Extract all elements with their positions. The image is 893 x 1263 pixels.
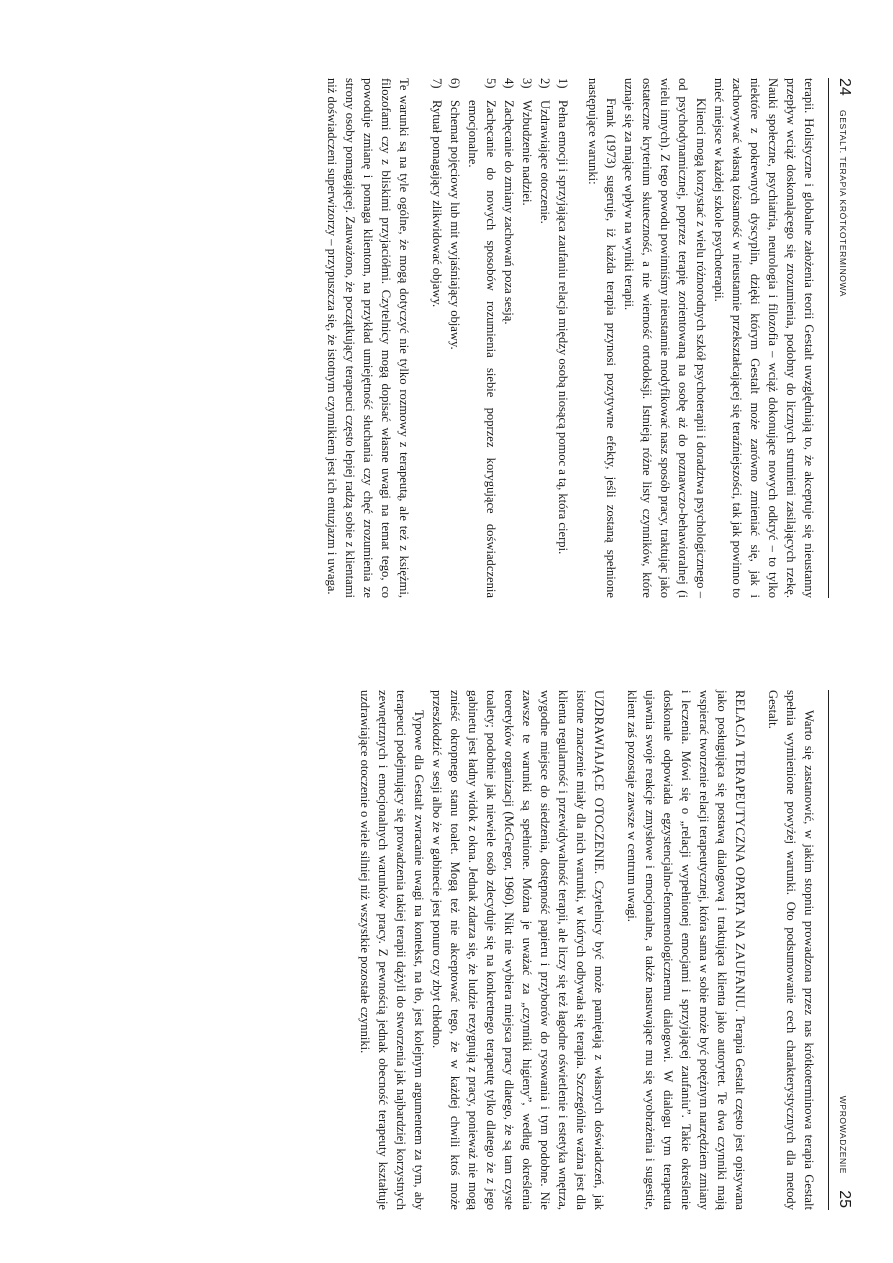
list-item-number: 2)	[538, 78, 552, 89]
right-paragraph-4: Typowe dla Gestalt zwracanie uwagi na kontekst, na tło, jest kolejnym argumentem za tym, aby terapeuci podejmujący się prowadzenia takiej terapii dążyli do stworzenia jak najbardziej korzystnych zewnętrznych i emocjonalnych warunków pracy. Z pewnością jednak obecność terapeuty kształtuje uzdrawiające otoczenie o wiele silniej niż wszystkie pozostałe czynniki.	[358, 690, 426, 1210]
left-page-number: 24	[836, 78, 853, 96]
left-page-header	[828, 78, 855, 598]
section-text: Czytelnicy być może pamiętają z własnych doświadczeń, jak istotne znaczenie miały dla nich warunki, w których odbywała się terapia. Szczególnie ważna jest dla klienta regularność i przewidywalność terapii, ale liczy się też łagodne oświetlenie i estetyka wnętrza, wygodne miejsce do siedzenia, dostępność papieru i przyborów do rysowania i tym podobne. Nie zawsze te warunki są spełnione. Można je uważać za „czynniki higieny”, według określenia teoretyków organizacji (McGregor, 1960). Nikt nie wybiera miejsca pracy dlatego, że są tam czyste toalety; podobnie jak niewiele osób zdecyduje się na konkretnego terapeutę tylko dlatego że z jego gabinetu jest ładny widok z okna. Jednak zdarza się, że ludzie rezygnują z pracy, ponieważ nie mogą znieść okropnego stanu toalet. Mogą też nie akceptować tego, że w każdej chwili ktoś może przeszkodzić w sesji albo że w gabinecie jest ponuro czy zbyt chłodno.	[430, 690, 606, 1211]
list-item-text: Uzdrawiające otoczenie.	[538, 100, 552, 224]
left-paragraph-1: terapii. Holistyczne i globalne założenia teorii Gestalt uwzględniają to, że akceptuje się nieustanny przepływ wciąż doskonalącego się zrozumienia, podobny do licznych strumieni zasilających rzekę. Nauki społeczne, psychiatria, neurologia i filozofia – wciąż dokonujące nowych odkryć – to tylko niektóre z pokrewnych dyscyplin, dzięki którym Gestalt może zarówno zmieniać się, jak i zachowywać własną tożsamość w nieustannie przekształcającej się teraźniejszości, tak jak powinno to mieć miejsce w każdej szkole psychoterapii.	[712, 78, 816, 598]
section-heading: RELACJA TERAPEUTYCZNA OPARTA NA ZAUFANIU.	[733, 690, 747, 1013]
list-item	[518, 78, 536, 598]
list-item-number: 7)	[430, 78, 444, 89]
list-item-number: 5)	[484, 78, 498, 89]
right-page-number: 25	[836, 1190, 853, 1208]
list-item	[446, 78, 464, 598]
list-item	[500, 78, 518, 598]
list-item-number: 4)	[502, 78, 516, 89]
left-running-title: GESTALT. TERAPIA KRÓTKOTERMINOWA	[838, 110, 848, 298]
right-page-header	[828, 690, 855, 1210]
right-page-body	[356, 690, 828, 1210]
right-section-environment	[428, 690, 608, 1210]
left-paragraph-4: Te warunki są na tyle ogólne, że mogą dotyczyć nie tylko rozmowy z terapeutą, ale też z księżmi, filozofami czy z bliskimi przyjaciółmi. Czytelnicy mogą dopisać własne uwagi na temat tego, co powoduje zmianę i pomaga klientom, na przykład umiejętność słuchania czy chęć zrozumienia ze strony osoby pomagającej. Zauważono, że początkujący terapeuci często lepiej radzą sobie z klientami niż doświadczeni superwizorzy – przypuszcza się, że istotnym czynnikiem jest ich entuzjazm i uwaga.	[325, 78, 411, 598]
list-item-number: 1)	[556, 78, 570, 89]
list-item-text: Wzbudzenie nadziei.	[520, 100, 534, 206]
list-item	[536, 78, 554, 598]
section-heading: UZDRAWIAJĄCE OTOCZENIE.	[592, 690, 606, 875]
right-section-trust	[623, 690, 749, 1210]
right-running-title: WPROWADZENIE	[838, 1095, 848, 1174]
left-paragraph-3: Frank (1973) sugeruje, iż każda terapia przynosi pozytywne efekty, jeśli zostaną spełnione następujące warunki:	[586, 78, 618, 598]
right-page	[35, 690, 855, 1210]
list-item	[554, 78, 572, 598]
list-item-text: Rytuał pomagający zlikwidować objawy.	[430, 100, 444, 308]
left-page-body	[323, 78, 828, 598]
list-item-text: Schemat pojęciowy lub mit wyjaśniający objawy.	[448, 100, 462, 350]
list-item-text: Pełna emocji i sprzyjająca zaufaniu relacja między osobą niosącą pomoc a tą, która cierpi.	[556, 100, 570, 555]
list-item-number: 3)	[520, 78, 534, 89]
list-item-text: Zachęcanie do nowych sposobów rozumienia siebie poprzez korygujące doświadczenia emocjonalne.	[466, 100, 498, 598]
right-paragraph-1: Warto się zastanowić, w jakim stopniu prowadzona przez nas krótkoterminowa terapia Gestalt spełnia wymienione powyżej warunki. Oto podsumowanie cech charakterystycznych dla metody Gestalt.	[766, 690, 816, 1210]
section-text: Terapia Gestalt często jest opisywana jako posługująca się postawą dialogową i traktująca klienta jako autorytet. Te dwa czynniki mają wspierać tworzenie relacji terapeutycznej, która sama w sobie może być potężnym narzędziem zmiany i leczenia. Mówi się o „relacji wypełnionej emocjami i sprzyjającej zaufaniu”. Takie określenie doskonale odpowiada egzystencjalno-fenomenologicznemu dialogowi. W dialogu tym terapeuta ujawnia swoje reakcje zmysłowe i emocjonalne, a także nasuwające mu się wyobrażenia i sugestie, klient zaś pozostaje zawsze w centrum uwagi.	[625, 690, 747, 1211]
list-item-number: 6)	[448, 78, 462, 89]
left-page	[35, 78, 855, 598]
list-item	[428, 78, 446, 598]
list-item	[464, 78, 500, 598]
list-item-text: Zachęcanie do zmiany zachowań poza sesją.	[502, 100, 516, 325]
conditions-list	[428, 78, 572, 598]
left-paragraph-2: Klienci mogą korzystać z wielu różnorodnych szkół psychoterapii i doradztwa psychologicznego – od psychodynamicznej, poprzez terapię zorientowaną na osobę aż do poznawczo-behawioralnej (i wielu innych). Z tego powodu powinniśmy nieustannie modyfikować nasz sposób pracy, traktując jako ostateczne kryterium skuteczność, a nie wierność ortodoksji. Istnieją różne listy czynników, które uznaje się za mające wpływ na wyniki terapii.	[622, 78, 708, 598]
